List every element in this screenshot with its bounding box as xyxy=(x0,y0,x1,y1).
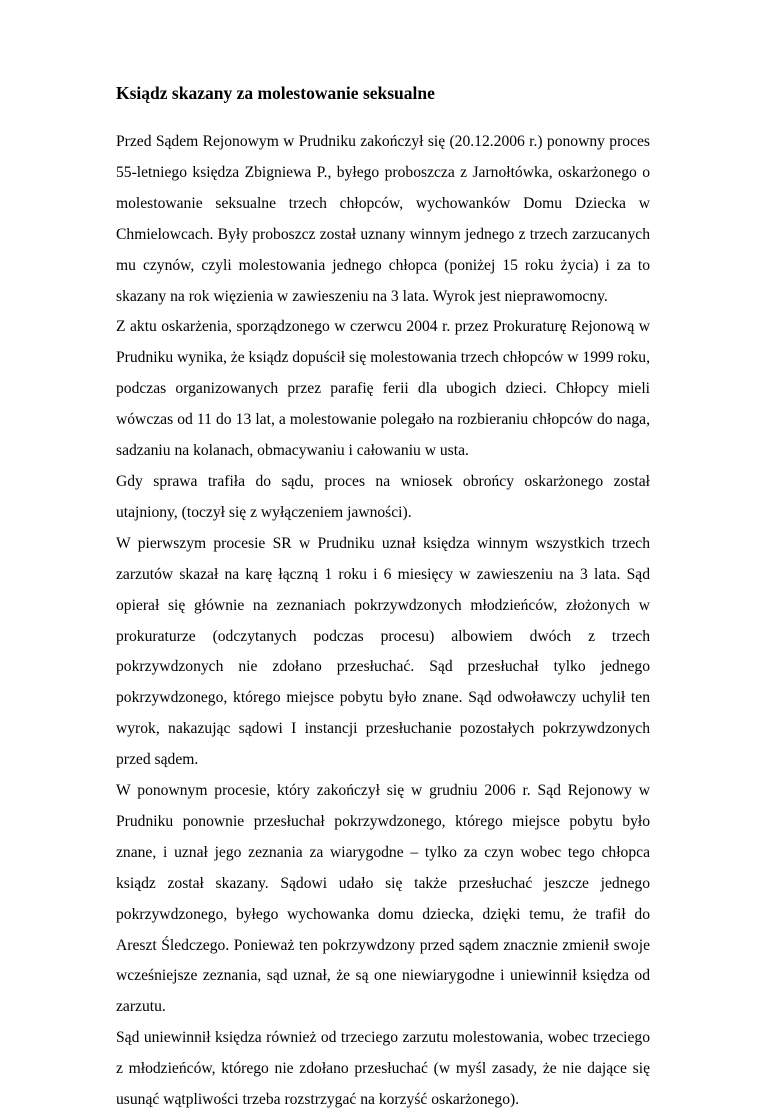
paragraph-4: W pierwszym procesie SR w Prudniku uznał księdza winnym wszystkich trzech zarzutów skazał na karę łączną 1 roku i 6 miesięcy w zawieszeniu na 3 lata. Sąd opierał się głównie na zeznaniach pokrzywdzonych młodzieńców, złożonych w prokuraturze (odczytanych podczas procesu) albowiem dwóch z trzech pokrzywdzonych nie zdołano przesłuchać. Sąd przesłuchał tylko jednego pokrzywdzonego, którego miejsce pobytu było znane. Sąd odwoławczy uchylił ten wyrok, nakazując sądowi I instancji przesłuchanie pozostałych pokrzywdzonych przed sądem. xyxy=(116,534,650,769)
paragraph-3: Gdy sprawa trafiła do sądu, proces na wniosek obrońcy oskarżonego został utajniony, (toczył się z wyłączeniem jawności). xyxy=(116,472,650,521)
paragraph-6: Sąd uniewinnił księdza również od trzeciego zarzutu molestowania, wobec trzeciego z młodzieńców, którego nie zdołano przesłuchać (w myśl zasady, że nie dające się usunąć wątpliwości trzeba rozstrzygać na korzyść oskarżonego). xyxy=(116,1029,650,1109)
paragraph-2: Z aktu oskarżenia, sporządzonego w czerwcu 2004 r. przez Prokuraturę Rejonową w Prudniku wynika, że ksiądz dopuścił się molestowania trzech chłopców w 1999 roku, podczas organizowanych przez parafię ferii dla ubogich dzieci. Chłopcy mieli wówczas od 11 do 13 lat, a molestowanie polegało na rozbieraniu chłopców do naga, sadzaniu na kolanach, obmacywaniu i całowaniu w usta. xyxy=(116,318,650,460)
page-title: Ksiądz skazany za molestowanie seksualne xyxy=(116,83,435,103)
paragraph-1: Przed Sądem Rejonowym w Prudniku zakończył się (20.12.2006 r.) ponowny proces 55-letniego księdza Zbigniewa P., byłego proboszcza z Jarnołtówka, oskarżonego o molestowanie seksualne trzech chłopców, wychowanków Domu Dziecka w Chmielowcach. Były proboszcz został uznany winnym jednego z trzech zarzucanych mu czynów, czyli molestowania jednego chłopca (poniżej 15 roku życia) i za to skazany na rok więzienia w zawieszeniu na 3 lata. Wyrok jest nieprawomocny. xyxy=(116,133,650,305)
paragraph-5: W ponownym procesie, który zakończył się w grudniu 2006 r. Sąd Rejonowy w Prudniku ponownie przesłuchał pokrzywdzonego, którego miejsce pobytu było znane, i uznał jego zeznania za wiarygodne – tylko za czyn wobec tego chłopca ksiądz został skazany. Sądowi udało się także przesłuchać jeszcze jednego pokrzywdzonego, byłego wychowanka domu dziecka, dzięki temu, że trafił do Areszt Śledczego. Ponieważ ten pokrzywdzony przed sądem znacznie zmienił swoje wcześniejsze zeznania, sąd uznał, że są one niewiarygodne i uniewinnił księdza od zarzutu. xyxy=(116,782,650,1016)
document-page xyxy=(116,82,650,1116)
